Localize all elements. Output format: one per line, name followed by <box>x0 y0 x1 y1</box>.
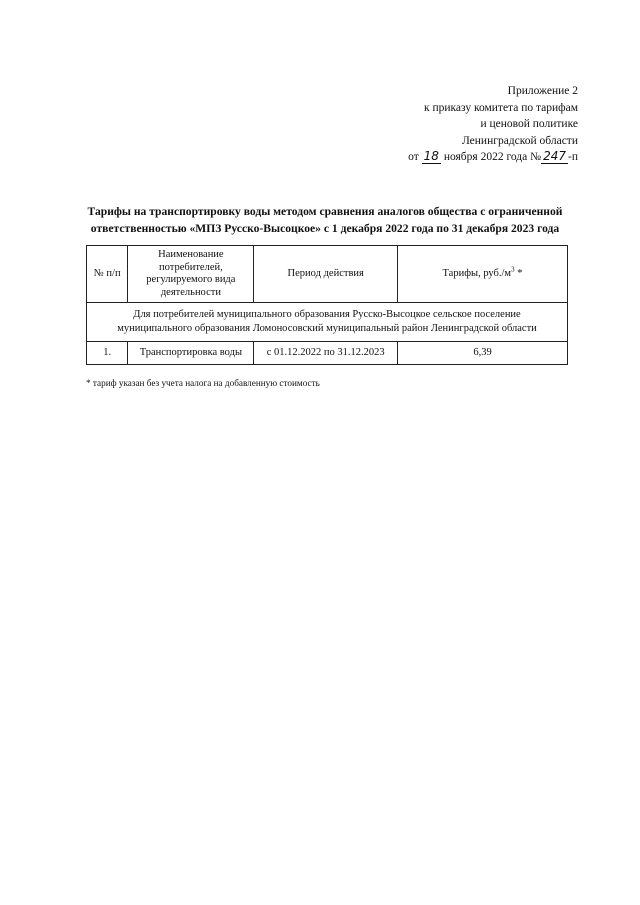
header-tariff-superscript: 3 <box>511 265 515 274</box>
group-line-2: муниципального образования Ломоносовский муниципальный район Ленинградской области <box>117 323 537 334</box>
group-line-1: Для потребителей муниципального образования Русско-Высоцкое сельское поселение <box>133 309 521 320</box>
header-tariff-asterisk: * <box>517 267 523 279</box>
appendix-region-line: Ленинградской области <box>461 134 578 147</box>
order-number-handwritten: 247 <box>543 149 567 163</box>
document-title <box>82 204 568 237</box>
header-name: Наименование потребителей, регулируемого вида деятельности <box>128 246 254 303</box>
footnote: * тариф указан без учета налога на добавленную стоимость <box>86 378 320 388</box>
header-num: № п/п <box>87 246 128 303</box>
date-prefix: от <box>408 151 419 163</box>
group-description <box>87 303 568 342</box>
header-tariff <box>398 246 568 303</box>
appendix-committee-line: и ценовой политике <box>480 118 578 130</box>
tariff-table <box>86 245 568 365</box>
header-period: Период действия <box>254 246 398 303</box>
title-line-2: ответственностью «МПЗ Русско-Высоцкое» с 1 декабря 2022 года по 31 декабря 2023 года <box>90 221 560 235</box>
row-name: Транспортировка воды <box>128 342 254 365</box>
row-period: с 01.12.2022 по 31.12.2023 <box>254 342 398 365</box>
table-group-row <box>87 303 568 342</box>
title-line-1: Тарифы на транспортировку воды методом сравнения аналогов общества с ограниченной <box>87 205 563 218</box>
header-tariff-label: Тарифы, руб./м <box>442 267 512 279</box>
appendix-order-ref: к приказу комитета по тарифам <box>424 101 578 114</box>
date-rest: ноября 2022 года № <box>443 151 542 163</box>
table-row <box>87 342 568 365</box>
appendix-title: Приложение 2 <box>507 85 578 97</box>
appendix-date-line <box>408 149 578 166</box>
row-num: 1. <box>87 342 128 365</box>
row-tariff: 6,39 <box>398 342 568 365</box>
table-header-row <box>87 246 568 303</box>
order-suffix: -п <box>568 151 578 163</box>
date-day-handwritten: 18 <box>423 149 439 163</box>
appendix-header <box>408 83 578 166</box>
